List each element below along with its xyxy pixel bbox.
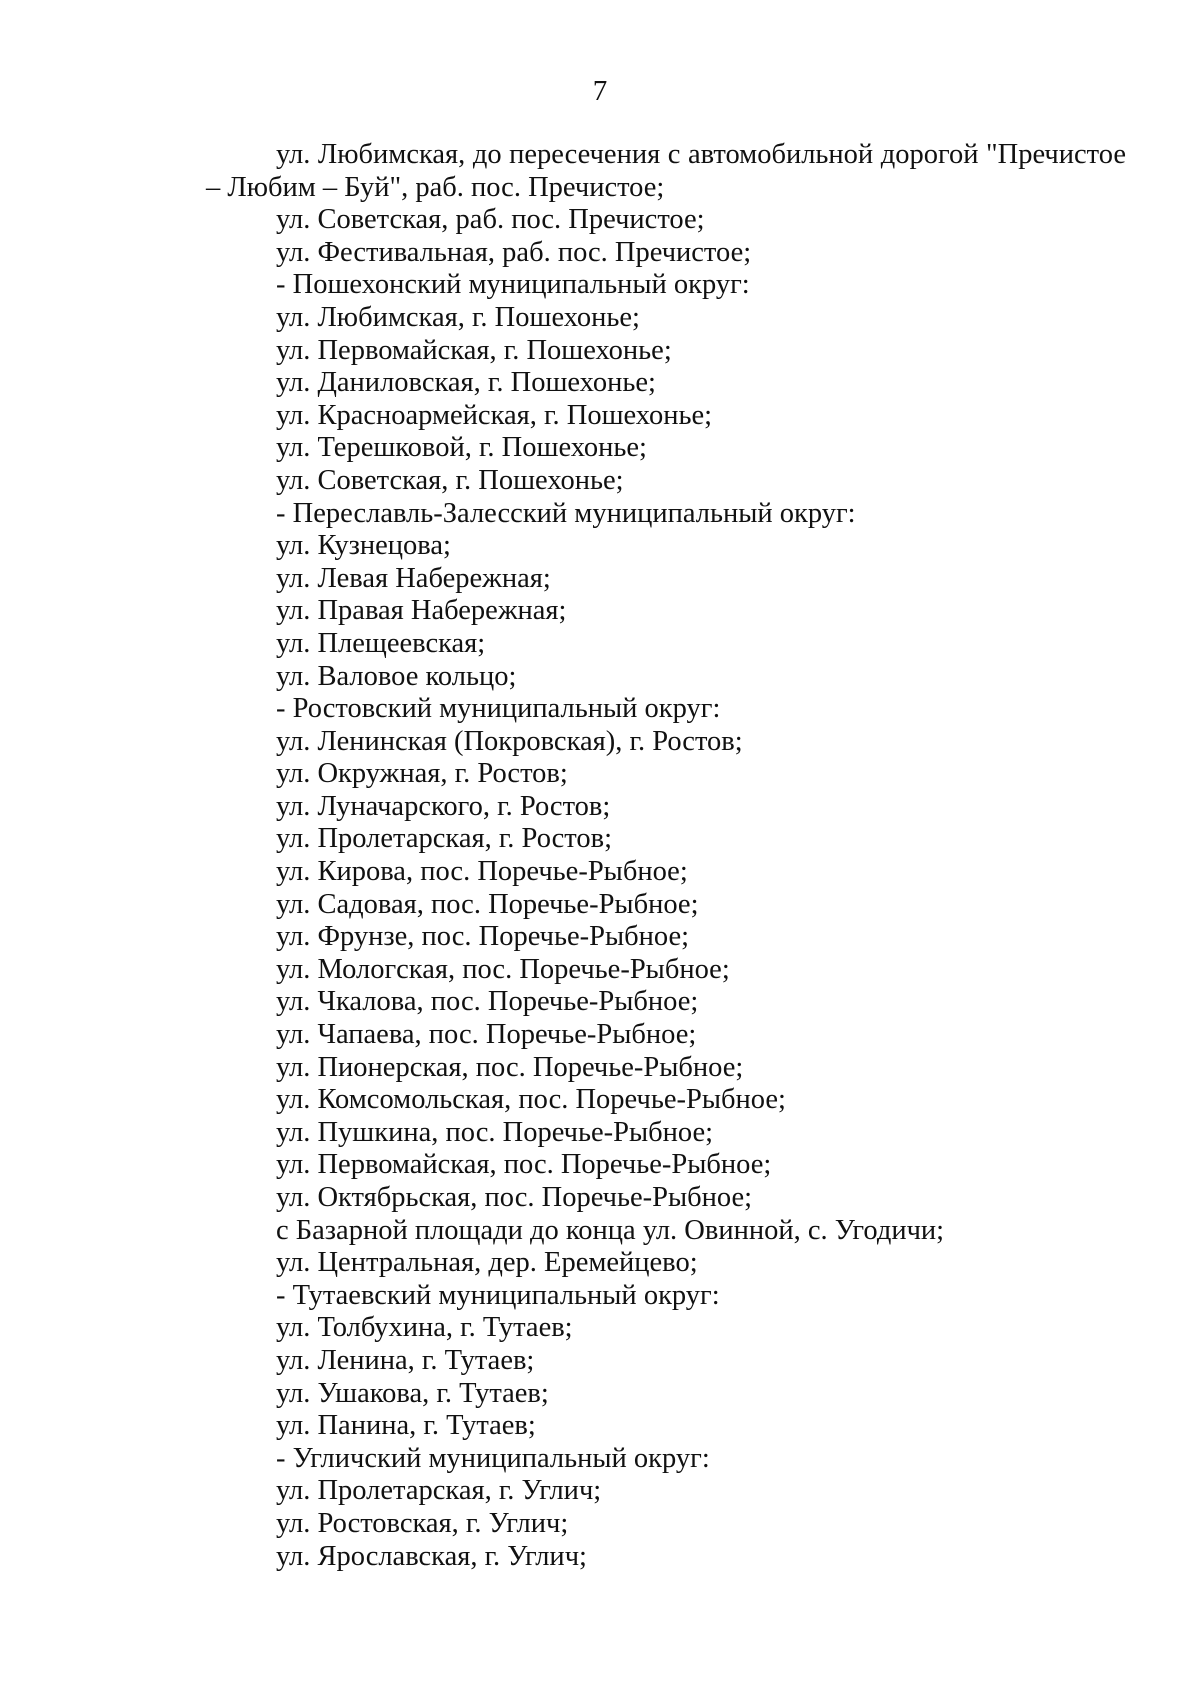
list-item: ул. Пролетарская, г. Углич; [276, 1475, 602, 1507]
list-item: ул. Чапаева, пос. Поречье-Рыбное; [276, 1019, 697, 1051]
list-item: ул. Толбухина, г. Тутаев; [276, 1312, 573, 1344]
list-item: ул. Чкалова, пос. Поречье-Рыбное; [276, 986, 699, 1018]
list-item: ул. Кузнецова; [276, 530, 451, 562]
list-item: ул. Терешковой, г. Пошехонье; [276, 432, 647, 464]
list-item: ул. Любимская, г. Пошехонье; [276, 301, 640, 333]
list-item: ул. Плещеевская; [276, 627, 486, 659]
list-item: ул. Пионерская, пос. Поречье-Рыбное; [276, 1051, 744, 1083]
list-item: ул. Фрунзе, пос. Поречье-Рыбное; [276, 921, 690, 953]
page-number: 7 [592, 75, 608, 107]
list-item: - Ростовский муниципальный округ: [276, 693, 721, 725]
list-item: ул. Пролетарская, г. Ростов; [276, 823, 613, 855]
list-item: ул. Советская, г. Пошехонье; [276, 464, 624, 496]
list-item: - Пошехонский муниципальный округ: [276, 269, 750, 301]
list-item: ул. Мологская, пос. Поречье-Рыбное; [276, 953, 730, 985]
list-item: - Тутаевский муниципальный округ: [276, 1279, 720, 1311]
list-item: - Угличский муниципальный округ: [276, 1442, 710, 1474]
list-item: ул. Окружная, г. Ростов; [276, 758, 568, 790]
list-item: ул. Садовая, пос. Поречье-Рыбное; [276, 888, 699, 920]
list-item: ул. Правая Набережная; [276, 595, 567, 627]
list-item: ул. Первомайская, пос. Поречье-Рыбное; [276, 1149, 772, 1181]
list-item: ул. Панина, г. Тутаев; [276, 1410, 536, 1442]
list-item: ул. Первомайская, г. Пошехонье; [276, 334, 672, 366]
street-list [206, 139, 1126, 1573]
list-item: ул. Даниловская, г. Пошехонье; [276, 367, 656, 399]
list-item: ул. Ярославская, г. Углич; [276, 1540, 587, 1572]
list-item: ул. Ростовская, г. Углич; [276, 1507, 569, 1539]
list-item: ул. Валовое кольцо; [276, 660, 517, 692]
first-paragraph: ул. Любимская, до пересечения с автомобильной дорогой "Пречистое – Любим – Буй", раб. пос. Пречистое; [206, 139, 1126, 203]
list-item: ул. Ушакова, г. Тутаев; [276, 1377, 549, 1409]
list-item: ул. Красноармейская, г. Пошехонье; [276, 399, 713, 431]
list-item: ул. Комсомольская, пос. Поречье-Рыбное; [276, 1084, 786, 1116]
list-item: - Переславль-Залесский муниципальный округ: [276, 497, 856, 529]
list-item: ул. Октябрьская, пос. Поречье-Рыбное; [276, 1182, 753, 1213]
list-lines [206, 204, 1126, 1573]
list-item: ул. Советская, раб. пос. Пречистое; [276, 204, 705, 236]
list-item: ул. Луначарского, г. Ростов; [276, 790, 611, 822]
list-item: ул. Кирова, пос. Поречье-Рыбное; [276, 856, 688, 888]
list-item: с Базарной площади до конца ул. Овинной, с. Угодичи; [276, 1214, 945, 1246]
list-item: ул. Фестивальная, раб. пос. Пречистое; [276, 236, 752, 268]
list-item: ул. Ленинская (Покровская), г. Ростов; [276, 725, 743, 757]
list-item: ул. Левая Набережная; [276, 562, 551, 594]
list-item: ул. Центральная, дер. Еремейцево; [276, 1247, 698, 1279]
list-item: ул. Ленина, г. Тутаев; [276, 1344, 535, 1376]
list-item: ул. Пушкина, пос. Поречье-Рыбное; [276, 1116, 714, 1148]
